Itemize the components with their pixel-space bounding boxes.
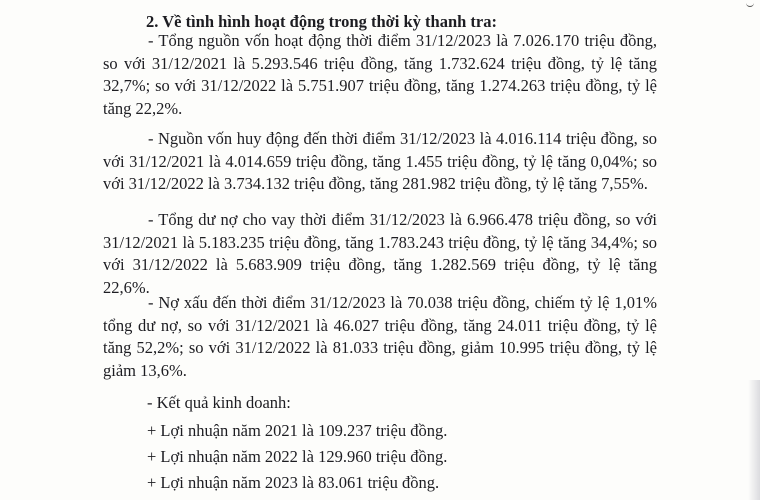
paragraph-total-capital: - Tổng nguồn vốn hoạt động thời điểm 31/12/2023 là 7.026.170 triệu đồng, so với 31/12/2021 là 5.293.546 triệu đồng, tăng 1.732.624 triệu đồng, tỷ lệ tăng 32,7%; so với 31/12/2022 là 5.751.907 triệu đồng, tăng 1.274.263 triệu đồng, tỷ lệ tăng 22,2%. (103, 31, 657, 118)
paragraph-mobilized-capital: - Nguồn vốn huy động đến thời điểm 31/12/2023 là 4.016.114 triệu đồng, so với 31/12/2021 là 4.014.659 triệu đồng, tăng 1.455 triệu đồng, tỷ lệ tăng 0,04%; so với 31/12/2022 là 3.734.132 triệu đồng, tăng 281.982 triệu đồng, tỷ lệ tăng 7,55%. (103, 129, 657, 193)
scan-edge-shadow (748, 380, 760, 500)
corner-mark (746, 0, 754, 7)
paragraph-outstanding-loans: - Tổng dư nợ cho vay thời điểm 31/12/2023 là 6.966.478 triệu đồng, so với 31/12/2021 là 5.183.235 triệu đồng, tăng 1.783.243 triệu đồng, tỷ lệ tăng 34,4%; so với 31/12/2022 là 5.683.909 triệu đồng, tăng 1.282.569 triệu đồng, tỷ lệ tăng 22,6%. (103, 210, 657, 297)
profit-2021: + Lợi nhuận năm 2021 là 109.237 triệu đồng. (147, 421, 448, 440)
paragraph-bad-debt: - Nợ xấu đến thời điểm 31/12/2023 là 70.038 triệu đồng, chiếm tỷ lệ 1,01% tổng dư nợ, so với 31/12/2021 là 46.027 triệu đồng, tăng 24.011 triệu đồng, tỷ lệ tăng 52,2%; so với 31/12/2022 là 81.033 triệu đồng, giảm 10.995 triệu đồng, tỷ lệ giảm 13,6%. (103, 293, 657, 380)
section-heading: 2. Về tình hình hoạt động trong thời kỳ thanh tra: (146, 12, 497, 31)
profit-2023: + Lợi nhuận năm 2023 là 83.061 triệu đồng. (147, 473, 440, 492)
profit-2022: + Lợi nhuận năm 2022 là 129.960 triệu đồng. (147, 447, 448, 466)
results-title: - Kết quả kinh doanh: (147, 393, 291, 412)
